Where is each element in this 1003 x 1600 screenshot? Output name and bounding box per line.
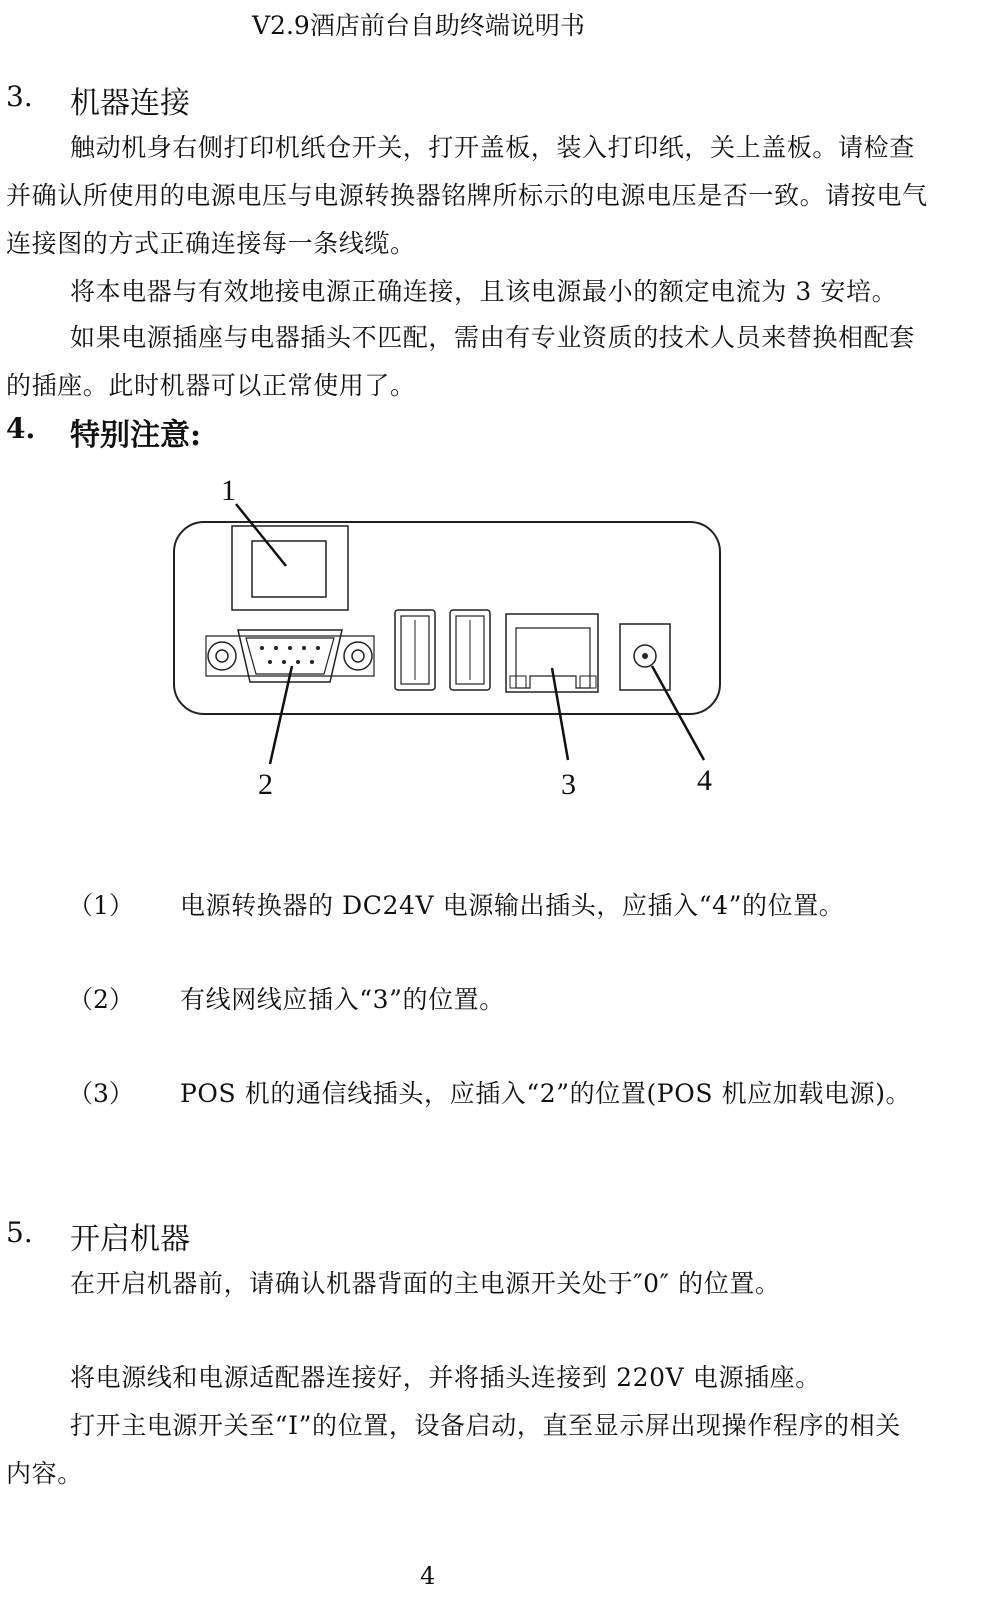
diagram-label-3: 3 xyxy=(561,768,576,801)
section-3-line-6: 的插座。此时机器可以正常使用了。 xyxy=(6,371,416,400)
note-2-text: 有线网线应插入“3”的位置。 xyxy=(180,985,505,1014)
document-header: V2.9酒店前台自助终端说明书 xyxy=(252,11,585,40)
note-1-text: 电源转换器的 DC24V 电源输出插头，应插入“4”的位置。 xyxy=(180,891,845,920)
section-5-title: 开启机器 xyxy=(70,1222,190,1257)
section-3-number: 3. xyxy=(6,80,33,113)
section-5-line-3: 打开主电源开关至“I”的位置，设备启动，直至显示屏出现操作程序的相关 xyxy=(70,1411,901,1440)
leader-line-1 xyxy=(236,504,286,566)
diagram-label-2: 2 xyxy=(258,768,273,801)
section-3-line-3: 连接图的方式正确连接每一条线缆。 xyxy=(6,229,416,258)
section-3-line-1: 触动机身右侧打印机纸仓开关，打开盖板，装入打印纸，关上盖板。请检查 xyxy=(70,133,915,162)
panel-outline xyxy=(174,522,720,714)
section-4-title: 特别注意: xyxy=(70,418,202,453)
note-3-number: （3） xyxy=(68,1079,134,1108)
note-1-number: （1） xyxy=(68,891,134,920)
diagram-label-1: 1 xyxy=(221,474,236,507)
usb-port-2 xyxy=(450,610,490,690)
section-5-number: 5. xyxy=(6,1216,33,1249)
power-switch xyxy=(252,541,326,597)
section-5-line-1: 在开启机器前，请确认机器背面的主电源开关处于″0″ 的位置。 xyxy=(70,1269,781,1298)
ethernet-port xyxy=(506,614,598,692)
page-number: 4 xyxy=(420,1562,436,1590)
section-5-line-4: 内容。 xyxy=(6,1459,83,1488)
section-3-title: 机器连接 xyxy=(70,86,190,121)
section-4-number: 4. xyxy=(6,412,36,445)
section-3-line-4: 将本电器与有效地接电源正确连接，且该电源最小的额定电流为 3 安培。 xyxy=(70,277,898,306)
dc-power-jack xyxy=(620,624,670,690)
diagram-label-4: 4 xyxy=(697,764,712,797)
note-2-number: （2） xyxy=(68,985,134,1014)
section-5-line-2: 将电源线和电源适配器连接好，并将插头连接到 220V 电源插座。 xyxy=(70,1363,821,1392)
usb-port-1 xyxy=(395,610,435,690)
section-3-line-2: 并确认所使用的电源电压与电源转换器铭牌所标示的电源电压是否一致。请按电气 xyxy=(6,181,928,210)
note-3-text: POS 机的通信线插头，应插入“2”的位置(POS 机应加载电源)。 xyxy=(180,1079,912,1108)
section-3-line-5: 如果电源插座与电器插头不匹配，需由有专业资质的技术人员来替换相配套 xyxy=(70,323,915,352)
